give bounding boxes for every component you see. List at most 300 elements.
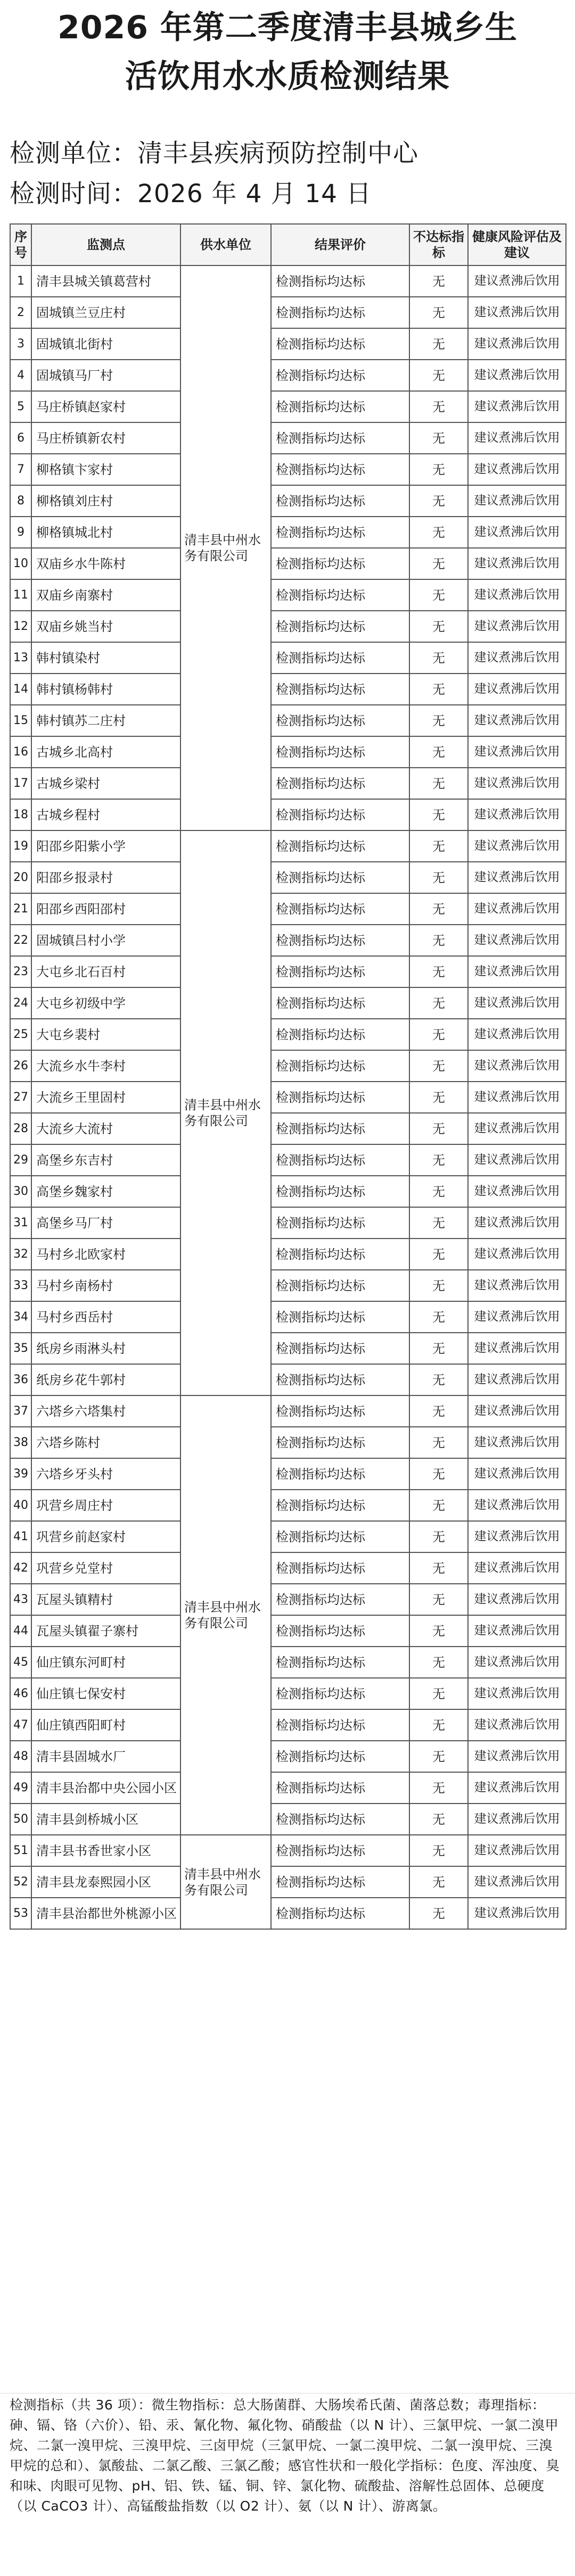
row-index: 34 (10, 1301, 31, 1333)
advice-cell: 建议煮沸后饮用 (468, 1364, 566, 1395)
monitoring-site: 六塔乡陈村 (31, 1427, 180, 1458)
unqualified-cell: 无 (409, 1709, 468, 1741)
unqualified-cell: 无 (409, 956, 468, 987)
unqualified-cell: 无 (409, 548, 468, 579)
table-row (10, 360, 566, 391)
evaluation-cell: 检测指标均达标 (271, 1364, 409, 1395)
table-row (10, 1113, 566, 1144)
unqualified-cell: 无 (409, 1176, 468, 1207)
advice-cell: 建议煮沸后饮用 (468, 736, 566, 768)
unqualified-cell: 无 (409, 1866, 468, 1898)
advice-cell: 建议煮沸后饮用 (468, 768, 566, 799)
evaluation-cell: 检测指标均达标 (271, 517, 409, 548)
unqualified-cell: 无 (409, 799, 468, 830)
row-index: 53 (10, 1898, 31, 1929)
unqualified-cell: 无 (409, 1144, 468, 1176)
advice-cell: 建议煮沸后饮用 (468, 1741, 566, 1772)
table-row (10, 956, 566, 987)
table-row (10, 1019, 566, 1050)
evaluation-cell: 检测指标均达标 (271, 579, 409, 611)
table-row (10, 1898, 566, 1929)
unqualified-cell: 无 (409, 1772, 468, 1804)
table-row (10, 736, 566, 768)
advice-cell: 建议煮沸后饮用 (468, 1144, 566, 1176)
table-row (10, 422, 566, 454)
monitoring-site: 大屯乡初级中学 (31, 987, 180, 1019)
monitoring-site: 马村乡北欧家村 (31, 1239, 180, 1270)
monitoring-site: 固城镇北街村 (31, 328, 180, 360)
title-line-1: 2026 年第二季度清丰县城乡生 (58, 9, 518, 46)
monitoring-site: 韩村镇杨韩村 (31, 674, 180, 705)
table-row (10, 705, 566, 736)
evaluation-cell: 检测指标均达标 (271, 1552, 409, 1584)
table-row (10, 1395, 566, 1427)
test-indicators-note: 检测指标（共 36 项）：微生物指标：总大肠菌群、大肠埃希氏菌、菌落总数；毒理指标：砷、镉、铬（六价）、铅、汞、氰化物、氟化物、硝酸盐（以 N 计）、三氯甲烷、一氯二溴甲烷、二氯一溴甲烷、三溴甲烷、三卤甲烷（三氯甲烷、一氯二溴甲烷、二氯一溴甲烷、三溴甲烷的总和）、氯酸盐、二氯乙酸、三氯乙酸；感官性状和一般化学指标：色度、浑浊度、臭和味、肉眼可见物、pH、铝、铁、锰、铜、锌、氯化物、硫酸盐、溶解性总固体、总硬度（以 CaCO3 计）、高锰酸盐指数（以 O2 计）、氨（以 N 计）、游离氯。 (10, 2397, 560, 2514)
unqualified-cell: 无 (409, 517, 468, 548)
monitoring-site: 双庙乡南寨村 (31, 579, 180, 611)
advice-cell: 建议煮沸后饮用 (468, 1333, 566, 1364)
monitoring-site: 六塔乡六塔集村 (31, 1395, 180, 1427)
monitoring-site: 六塔乡牙头村 (31, 1458, 180, 1490)
row-index: 16 (10, 736, 31, 768)
unqualified-cell: 无 (409, 1333, 468, 1364)
supplier-cell: 清丰县中州水务有限公司 (180, 1835, 271, 1929)
advice-cell: 建议煮沸后饮用 (468, 1019, 566, 1050)
advice-cell: 建议煮沸后饮用 (468, 987, 566, 1019)
row-index: 26 (10, 1050, 31, 1082)
advice-cell: 建议煮沸后饮用 (468, 1113, 566, 1144)
header-index: 序号 (10, 224, 31, 265)
evaluation-cell: 检测指标均达标 (271, 642, 409, 674)
row-index: 10 (10, 548, 31, 579)
row-index: 25 (10, 1019, 31, 1050)
table-row (10, 1082, 566, 1113)
unqualified-cell: 无 (409, 736, 468, 768)
unqualified-cell: 无 (409, 1584, 468, 1615)
evaluation-cell: 检测指标均达标 (271, 1301, 409, 1333)
monitoring-site: 大屯乡北石百村 (31, 956, 180, 987)
row-index: 23 (10, 956, 31, 987)
unqualified-cell: 无 (409, 1741, 468, 1772)
unqualified-cell: 无 (409, 1050, 468, 1082)
table-row (10, 1835, 566, 1866)
table-row (10, 1552, 566, 1584)
unqualified-cell: 无 (409, 1678, 468, 1709)
advice-cell: 建议煮沸后饮用 (468, 925, 566, 956)
advice-cell: 建议煮沸后饮用 (468, 1490, 566, 1521)
advice-cell: 建议煮沸后饮用 (468, 485, 566, 517)
unqualified-cell: 无 (409, 391, 468, 422)
monitoring-site: 瓦屋头镇翟子寨村 (31, 1615, 180, 1647)
row-index: 48 (10, 1741, 31, 1772)
table-row (10, 799, 566, 830)
evaluation-cell: 检测指标均达标 (271, 328, 409, 360)
unqualified-cell: 无 (409, 1647, 468, 1678)
results-table (10, 223, 566, 1930)
row-index: 22 (10, 925, 31, 956)
monitoring-site: 双庙乡水牛陈村 (31, 548, 180, 579)
header-site: 监测点 (31, 224, 180, 265)
table-row (10, 454, 566, 485)
evaluation-cell: 检测指标均达标 (271, 1019, 409, 1050)
monitoring-site: 清丰县城关镇葛营村 (31, 265, 180, 297)
unqualified-cell: 无 (409, 1521, 468, 1552)
table-row (10, 1804, 566, 1835)
advice-cell: 建议煮沸后饮用 (468, 265, 566, 297)
row-index: 13 (10, 642, 31, 674)
monitoring-site: 清丰县书香世家小区 (31, 1835, 180, 1866)
monitoring-site: 巩营乡周庄村 (31, 1490, 180, 1521)
row-index: 37 (10, 1395, 31, 1427)
table-row (10, 1521, 566, 1552)
monitoring-site: 韩村镇苏二庄村 (31, 705, 180, 736)
row-index: 45 (10, 1647, 31, 1678)
table-header-row (10, 224, 566, 265)
advice-cell: 建议煮沸后饮用 (468, 642, 566, 674)
table-row (10, 987, 566, 1019)
unqualified-cell: 无 (409, 1835, 468, 1866)
table-row (10, 1678, 566, 1709)
table-row (10, 925, 566, 956)
advice-cell: 建议煮沸后饮用 (468, 1647, 566, 1678)
evaluation-cell: 检测指标均达标 (271, 391, 409, 422)
monitoring-site: 高堡乡魏家村 (31, 1176, 180, 1207)
unqualified-cell: 无 (409, 611, 468, 642)
monitoring-site: 柳格镇城北村 (31, 517, 180, 548)
unqualified-cell: 无 (409, 1301, 468, 1333)
unqualified-cell: 无 (409, 422, 468, 454)
advice-cell: 建议煮沸后饮用 (468, 830, 566, 862)
unqualified-cell: 无 (409, 1804, 468, 1835)
table-row (10, 1364, 566, 1395)
monitoring-site: 大流乡大流村 (31, 1113, 180, 1144)
supplier-cell: 清丰县中州水务有限公司 (180, 830, 271, 1395)
row-index: 29 (10, 1144, 31, 1176)
monitoring-site: 马村乡南杨村 (31, 1270, 180, 1301)
unqualified-cell: 无 (409, 1395, 468, 1427)
advice-cell: 建议煮沸后饮用 (468, 579, 566, 611)
table-row (10, 1301, 566, 1333)
row-index: 20 (10, 862, 31, 893)
monitoring-site: 阳邵乡西阳邵村 (31, 893, 180, 925)
monitoring-site: 清丰县治都中央公园小区 (31, 1772, 180, 1804)
table-row (10, 893, 566, 925)
unqualified-cell: 无 (409, 1458, 468, 1490)
advice-cell: 建议煮沸后饮用 (468, 1552, 566, 1584)
header-evaluation: 结果评价 (271, 224, 409, 265)
row-index: 44 (10, 1615, 31, 1647)
unqualified-cell: 无 (409, 579, 468, 611)
evaluation-cell: 检测指标均达标 (271, 1239, 409, 1270)
supplier-cell: 清丰县中州水务有限公司 (180, 1395, 271, 1835)
monitoring-site: 巩营乡前赵家村 (31, 1521, 180, 1552)
monitoring-site: 大屯乡裴村 (31, 1019, 180, 1050)
advice-cell: 建议煮沸后饮用 (468, 1678, 566, 1709)
evaluation-cell: 检测指标均达标 (271, 1082, 409, 1113)
monitoring-site: 柳格镇卞家村 (31, 454, 180, 485)
evaluation-cell: 检测指标均达标 (271, 862, 409, 893)
evaluation-cell: 检测指标均达标 (271, 799, 409, 830)
monitoring-site: 大流乡王里固村 (31, 1082, 180, 1113)
evaluation-cell: 检测指标均达标 (271, 1615, 409, 1647)
evaluation-cell: 检测指标均达标 (271, 1866, 409, 1898)
unqualified-cell: 无 (409, 925, 468, 956)
monitoring-site: 柳格镇刘庄村 (31, 485, 180, 517)
table-row (10, 1772, 566, 1804)
row-index: 38 (10, 1427, 31, 1458)
advice-cell: 建议煮沸后饮用 (468, 1301, 566, 1333)
supplier-cell: 清丰县中州水务有限公司 (180, 265, 271, 830)
unqualified-cell: 无 (409, 1427, 468, 1458)
unqualified-cell: 无 (409, 830, 468, 862)
evaluation-cell: 检测指标均达标 (271, 1207, 409, 1239)
evaluation-cell: 检测指标均达标 (271, 674, 409, 705)
evaluation-cell: 检测指标均达标 (271, 1427, 409, 1458)
evaluation-cell: 检测指标均达标 (271, 705, 409, 736)
advice-cell: 建议煮沸后饮用 (468, 1772, 566, 1804)
advice-cell: 建议煮沸后饮用 (468, 422, 566, 454)
unqualified-cell: 无 (409, 705, 468, 736)
unqualified-cell: 无 (409, 454, 468, 485)
report-title (0, 0, 575, 101)
table-row (10, 1741, 566, 1772)
table-row (10, 1176, 566, 1207)
advice-cell: 建议煮沸后饮用 (468, 1866, 566, 1898)
advice-cell: 建议煮沸后饮用 (468, 1427, 566, 1458)
table-row (10, 391, 566, 422)
unqualified-cell: 无 (409, 328, 468, 360)
evaluation-cell: 检测指标均达标 (271, 1176, 409, 1207)
unqualified-cell: 无 (409, 1364, 468, 1395)
table-row (10, 1584, 566, 1615)
header-unqualified: 不达标指标 (409, 224, 468, 265)
table-row (10, 1239, 566, 1270)
row-index: 12 (10, 611, 31, 642)
evaluation-cell: 检测指标均达标 (271, 485, 409, 517)
evaluation-cell: 检测指标均达标 (271, 987, 409, 1019)
row-index: 47 (10, 1709, 31, 1741)
evaluation-cell: 检测指标均达标 (271, 1741, 409, 1772)
advice-cell: 建议煮沸后饮用 (468, 1835, 566, 1866)
unqualified-cell: 无 (409, 1113, 468, 1144)
table-row (10, 768, 566, 799)
table-row (10, 862, 566, 893)
unqualified-cell: 无 (409, 360, 468, 391)
table-row (10, 1207, 566, 1239)
evaluation-cell: 检测指标均达标 (271, 1333, 409, 1364)
table-row (10, 1144, 566, 1176)
evaluation-cell: 检测指标均达标 (271, 893, 409, 925)
monitoring-site: 清丰县固城水厂 (31, 1741, 180, 1772)
row-index: 6 (10, 422, 31, 454)
table-row (10, 579, 566, 611)
row-index: 17 (10, 768, 31, 799)
evaluation-cell: 检测指标均达标 (271, 925, 409, 956)
row-index: 21 (10, 893, 31, 925)
monitoring-site: 仙庄镇七保安村 (31, 1678, 180, 1709)
unqualified-cell: 无 (409, 1019, 468, 1050)
unqualified-cell: 无 (409, 642, 468, 674)
advice-cell: 建议煮沸后饮用 (468, 705, 566, 736)
monitoring-site: 古城乡北高村 (31, 736, 180, 768)
advice-cell: 建议煮沸后饮用 (468, 1395, 566, 1427)
monitoring-site: 清丰县治都世外桃源小区 (31, 1898, 180, 1929)
monitoring-site: 大流乡水牛李村 (31, 1050, 180, 1082)
monitoring-site: 仙庄镇东河町村 (31, 1647, 180, 1678)
advice-cell: 建议煮沸后饮用 (468, 1584, 566, 1615)
monitoring-site: 清丰县龙泰熙园小区 (31, 1866, 180, 1898)
advice-cell: 建议煮沸后饮用 (468, 1615, 566, 1647)
evaluation-cell: 检测指标均达标 (271, 1898, 409, 1929)
evaluation-cell: 检测指标均达标 (271, 548, 409, 579)
monitoring-site: 古城乡程村 (31, 799, 180, 830)
table-row (10, 674, 566, 705)
advice-cell: 建议煮沸后饮用 (468, 674, 566, 705)
unqualified-cell: 无 (409, 1898, 468, 1929)
table-row (10, 1427, 566, 1458)
monitoring-site: 清丰县剑桥城小区 (31, 1804, 180, 1835)
evaluation-cell: 检测指标均达标 (271, 768, 409, 799)
table-row (10, 1458, 566, 1490)
testing-unit-value: 清丰县疾病预防控制中心 (137, 139, 418, 168)
monitoring-site: 双庙乡姚当村 (31, 611, 180, 642)
monitoring-site: 仙庄镇西阳町村 (31, 1709, 180, 1741)
row-index: 8 (10, 485, 31, 517)
divider (0, 2393, 575, 2394)
advice-cell: 建议煮沸后饮用 (468, 1898, 566, 1929)
unqualified-cell: 无 (409, 987, 468, 1019)
row-index: 52 (10, 1866, 31, 1898)
unqualified-cell: 无 (409, 297, 468, 328)
advice-cell: 建议煮沸后饮用 (468, 328, 566, 360)
monitoring-site: 瓦屋头镇精村 (31, 1584, 180, 1615)
table-row (10, 611, 566, 642)
row-index: 14 (10, 674, 31, 705)
advice-cell: 建议煮沸后饮用 (468, 1176, 566, 1207)
monitoring-site: 纸房乡花牛郭村 (31, 1364, 180, 1395)
unqualified-cell: 无 (409, 674, 468, 705)
row-index: 5 (10, 391, 31, 422)
row-index: 33 (10, 1270, 31, 1301)
row-index: 46 (10, 1678, 31, 1709)
table-row (10, 1333, 566, 1364)
unqualified-cell: 无 (409, 485, 468, 517)
unqualified-cell: 无 (409, 1082, 468, 1113)
evaluation-cell: 检测指标均达标 (271, 454, 409, 485)
row-index: 9 (10, 517, 31, 548)
row-index: 42 (10, 1552, 31, 1584)
advice-cell: 建议煮沸后饮用 (468, 517, 566, 548)
advice-cell: 建议煮沸后饮用 (468, 1521, 566, 1552)
evaluation-cell: 检测指标均达标 (271, 265, 409, 297)
evaluation-cell: 检测指标均达标 (271, 297, 409, 328)
advice-cell: 建议煮沸后饮用 (468, 548, 566, 579)
evaluation-cell: 检测指标均达标 (271, 1678, 409, 1709)
row-index: 19 (10, 830, 31, 862)
testing-time-value: 2026 年 4 月 14 日 (137, 179, 372, 209)
row-index: 27 (10, 1082, 31, 1113)
advice-cell: 建议煮沸后饮用 (468, 1050, 566, 1082)
row-index: 31 (10, 1207, 31, 1239)
testing-time-line (10, 176, 372, 213)
row-index: 36 (10, 1364, 31, 1395)
row-index: 32 (10, 1239, 31, 1270)
monitoring-site: 高堡乡马厂村 (31, 1207, 180, 1239)
evaluation-cell: 检测指标均达标 (271, 1270, 409, 1301)
row-index: 7 (10, 454, 31, 485)
evaluation-cell: 检测指标均达标 (271, 360, 409, 391)
evaluation-cell: 检测指标均达标 (271, 1144, 409, 1176)
monitoring-site: 固城镇马厂村 (31, 360, 180, 391)
evaluation-cell: 检测指标均达标 (271, 611, 409, 642)
header-advice: 健康风险评估及建议 (468, 224, 566, 265)
advice-cell: 建议煮沸后饮用 (468, 1804, 566, 1835)
monitoring-site: 高堡乡东吉村 (31, 1144, 180, 1176)
row-index: 49 (10, 1772, 31, 1804)
row-index: 18 (10, 799, 31, 830)
monitoring-site: 马庄桥镇新农村 (31, 422, 180, 454)
advice-cell: 建议煮沸后饮用 (468, 1082, 566, 1113)
header-supplier: 供水单位 (180, 224, 271, 265)
monitoring-site: 马村乡西岳村 (31, 1301, 180, 1333)
table-row (10, 830, 566, 862)
unqualified-cell: 无 (409, 893, 468, 925)
table-row (10, 1709, 566, 1741)
table-row (10, 1866, 566, 1898)
row-index: 1 (10, 265, 31, 297)
unqualified-cell: 无 (409, 1490, 468, 1521)
unqualified-cell: 无 (409, 1552, 468, 1584)
row-index: 28 (10, 1113, 31, 1144)
monitoring-site: 马庄桥镇赵家村 (31, 391, 180, 422)
testing-unit-label: 检测单位： (10, 139, 137, 168)
evaluation-cell: 检测指标均达标 (271, 1050, 409, 1082)
monitoring-site: 固城镇兰豆庄村 (31, 297, 180, 328)
row-index: 2 (10, 297, 31, 328)
row-index: 51 (10, 1835, 31, 1866)
table-row (10, 485, 566, 517)
table-row (10, 1615, 566, 1647)
unqualified-cell: 无 (409, 1207, 468, 1239)
row-index: 40 (10, 1490, 31, 1521)
table-row (10, 1050, 566, 1082)
table-row (10, 1647, 566, 1678)
advice-cell: 建议煮沸后饮用 (468, 297, 566, 328)
table-row (10, 328, 566, 360)
evaluation-cell: 检测指标均达标 (271, 1458, 409, 1490)
table-body (10, 265, 566, 1929)
testing-unit-line (10, 135, 418, 172)
table-row (10, 642, 566, 674)
evaluation-cell: 检测指标均达标 (271, 1835, 409, 1866)
advice-cell: 建议煮沸后饮用 (468, 1207, 566, 1239)
advice-cell: 建议煮沸后饮用 (468, 1709, 566, 1741)
unqualified-cell: 无 (409, 862, 468, 893)
row-index: 50 (10, 1804, 31, 1835)
advice-cell: 建议煮沸后饮用 (468, 1458, 566, 1490)
evaluation-cell: 检测指标均达标 (271, 1804, 409, 1835)
evaluation-cell: 检测指标均达标 (271, 1521, 409, 1552)
row-index: 35 (10, 1333, 31, 1364)
table-row (10, 297, 566, 328)
evaluation-cell: 检测指标均达标 (271, 830, 409, 862)
evaluation-cell: 检测指标均达标 (271, 736, 409, 768)
unqualified-cell: 无 (409, 768, 468, 799)
advice-cell: 建议煮沸后饮用 (468, 360, 566, 391)
advice-cell: 建议煮沸后饮用 (468, 1239, 566, 1270)
advice-cell: 建议煮沸后饮用 (468, 454, 566, 485)
monitoring-site: 巩营乡兑堂村 (31, 1552, 180, 1584)
